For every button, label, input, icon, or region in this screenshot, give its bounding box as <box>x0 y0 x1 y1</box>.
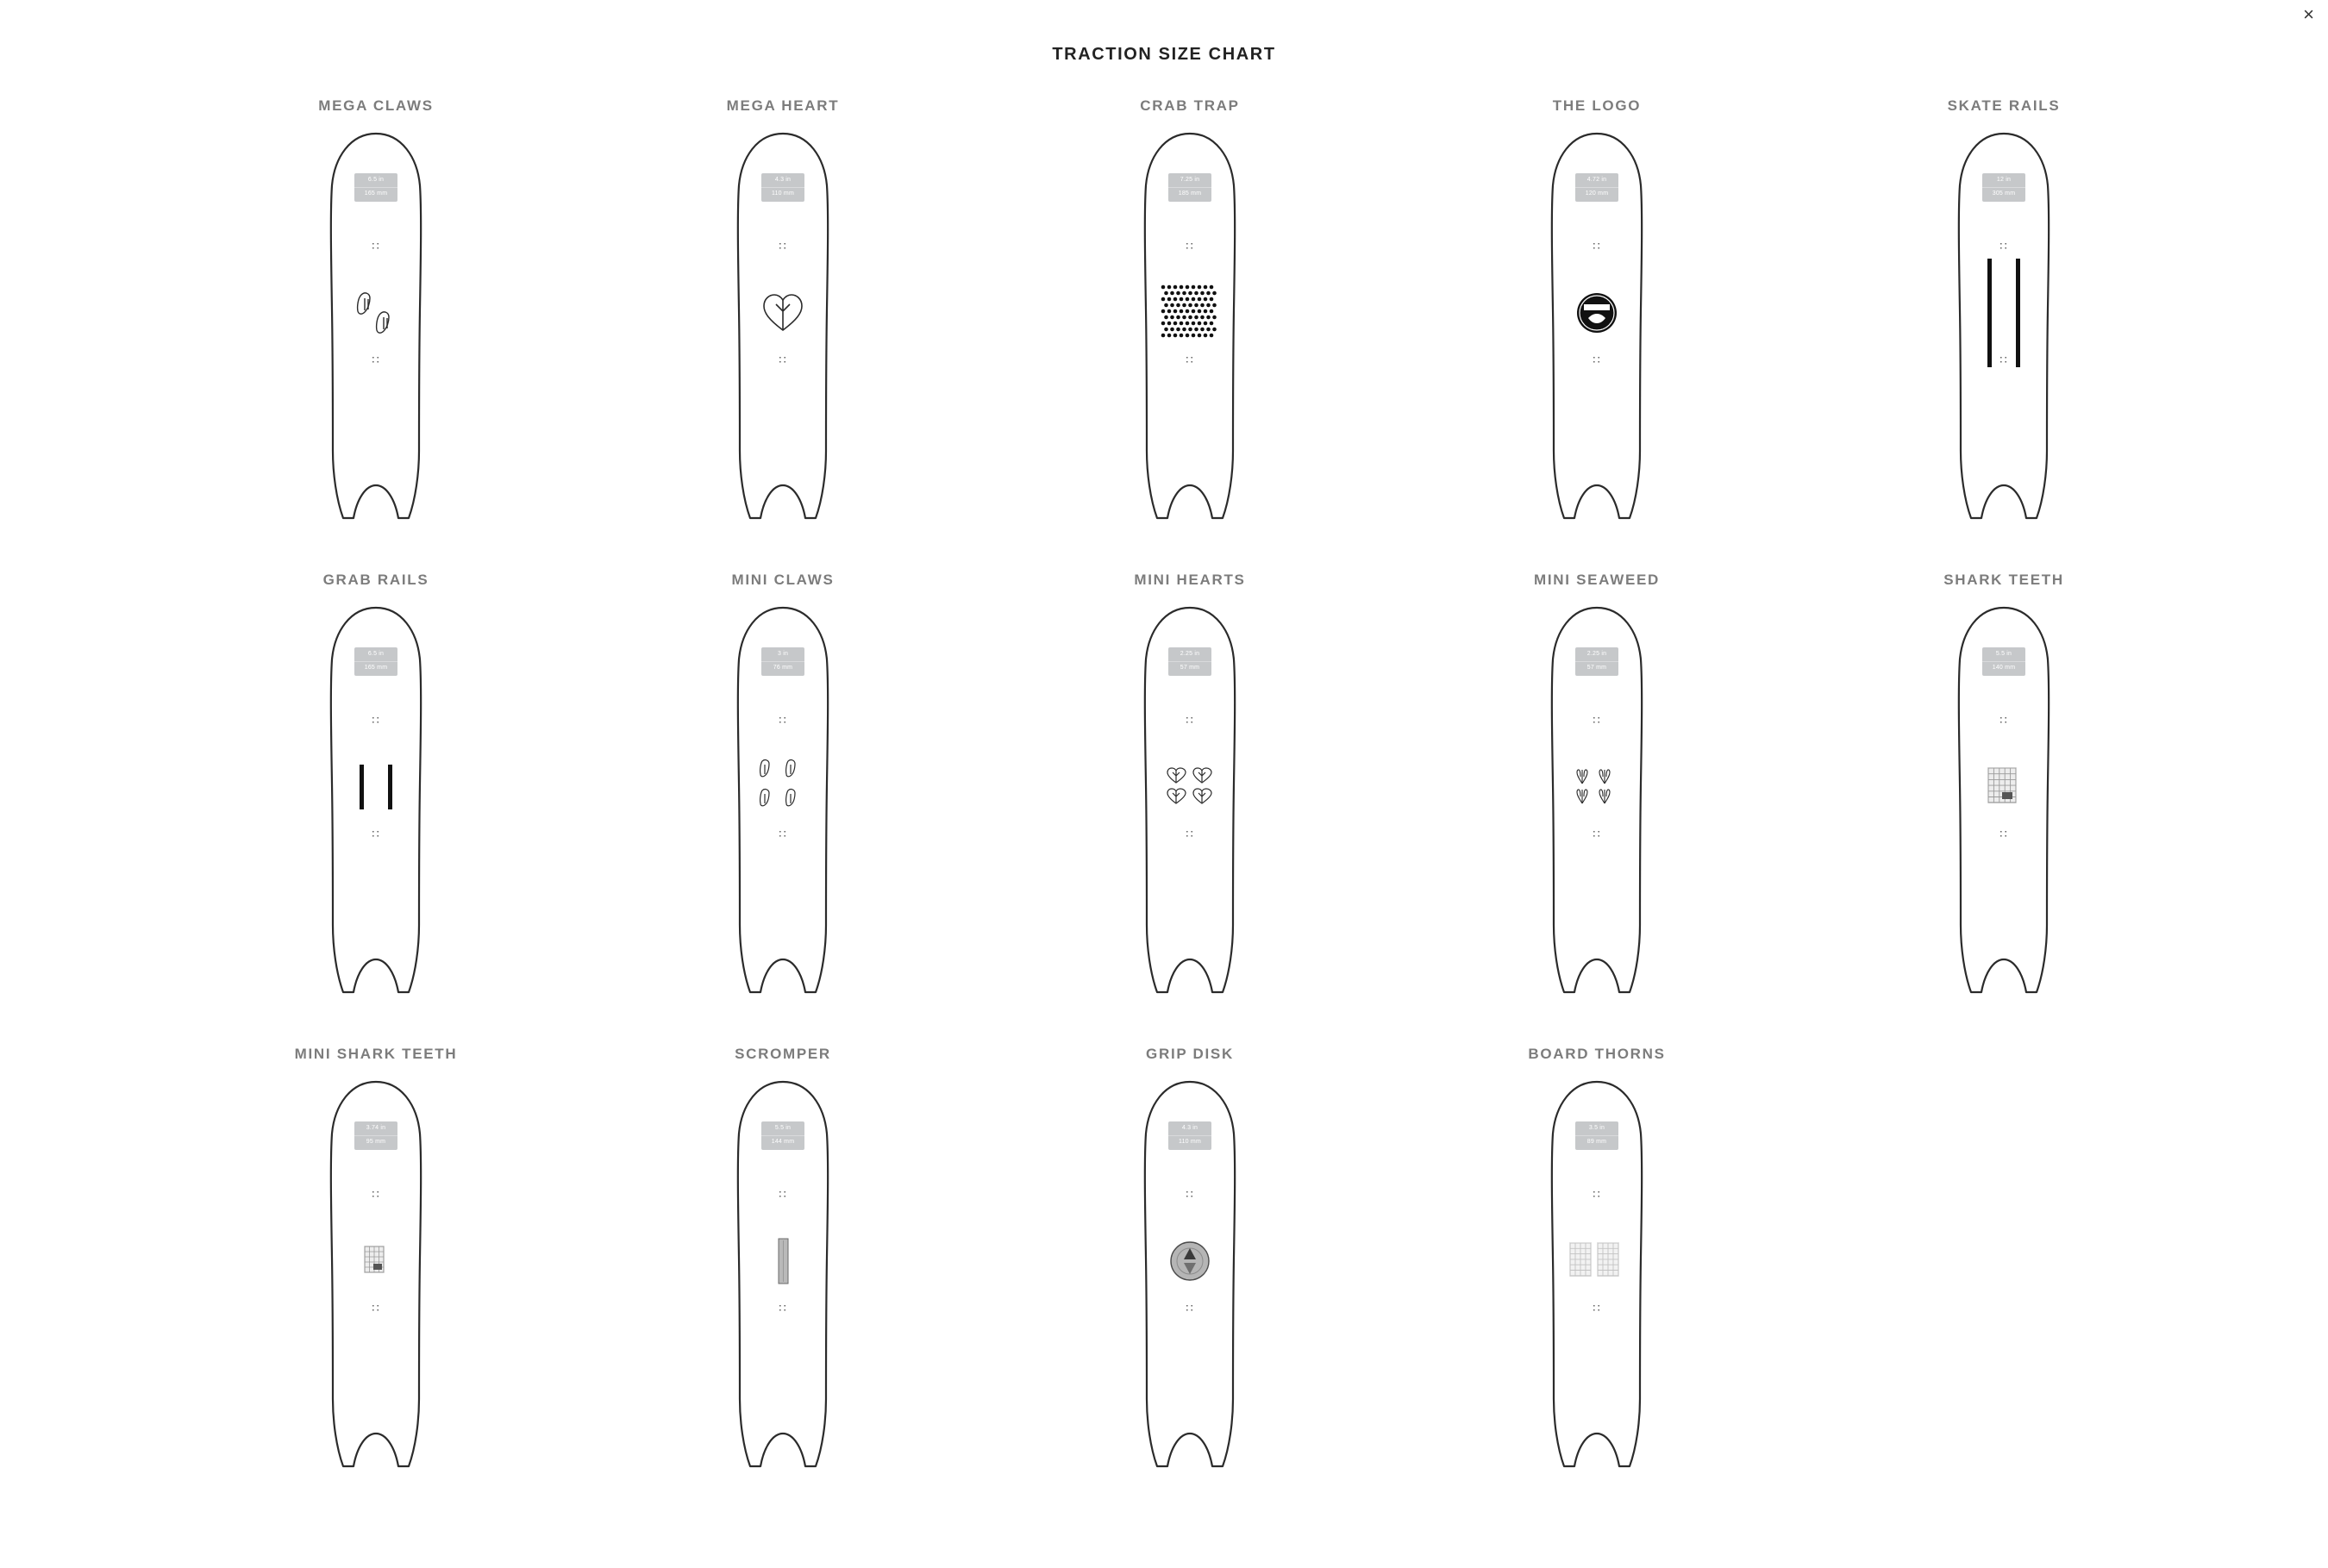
size-inches: 4.3 in <box>1181 1125 1198 1131</box>
board-name-label: BOARD THORNS <box>1528 1046 1666 1062</box>
snowboard-outline <box>1130 603 1250 999</box>
insert-dots-bottom: ∷ <box>1186 828 1194 840</box>
size-inches: 2.25 in <box>1586 651 1607 657</box>
size-millimeters: 57 mm <box>1168 661 1211 673</box>
snowboard-outline <box>723 128 843 525</box>
board-cell <box>579 539 986 1013</box>
close-icon[interactable]: × <box>2303 3 2314 25</box>
insert-dots-bottom: ∷ <box>779 1302 787 1315</box>
size-inches: 5.5 in <box>1995 651 2012 657</box>
size-inches: 4.72 in <box>1586 177 1607 183</box>
board-name-label: MINI HEARTS <box>1134 572 1246 588</box>
insert-dots-top: ∷ <box>1593 714 1601 727</box>
insert-dots-top: ∷ <box>779 714 787 727</box>
insert-dots-bottom: ∷ <box>1186 353 1194 366</box>
size-millimeters: 110 mm <box>1168 1135 1211 1147</box>
board-cell <box>986 65 1393 539</box>
board-cell <box>579 1013 986 1487</box>
snowboard-outline <box>1943 128 2064 525</box>
insert-dots-top: ∷ <box>1186 240 1194 253</box>
page-title: TRACTION SIZE CHART <box>1052 45 1276 64</box>
insert-dots-bottom: ∷ <box>779 353 787 366</box>
size-millimeters: 76 mm <box>761 661 804 673</box>
board-cell <box>986 539 1393 1013</box>
insert-dots-top: ∷ <box>1186 714 1194 727</box>
insert-dots-bottom: ∷ <box>1593 1302 1601 1315</box>
board-cell <box>172 539 579 1013</box>
snowboard-outline <box>1130 128 1250 525</box>
board-name-label: SHARK TEETH <box>1943 572 2064 588</box>
board-cell <box>1800 539 2207 1013</box>
insert-dots-top: ∷ <box>372 1188 380 1201</box>
board-name-label: SCROMPER <box>735 1046 831 1062</box>
insert-dots-bottom: ∷ <box>1999 828 2008 840</box>
board-grid <box>121 65 2207 1487</box>
board-name-label: CRAB TRAP <box>1140 97 1240 114</box>
size-inches: 4.3 in <box>774 177 792 183</box>
insert-dots-bottom: ∷ <box>779 828 787 840</box>
insert-dots-bottom: ∷ <box>372 1302 380 1315</box>
snowboard-outline <box>1130 1077 1250 1473</box>
snowboard-outline <box>1536 128 1657 525</box>
board-name-label: MINI SHARK TEETH <box>294 1046 458 1062</box>
insert-dots-top: ∷ <box>1593 1188 1601 1201</box>
board-cell <box>172 65 579 539</box>
size-inches: 2.25 in <box>1180 651 1200 657</box>
size-millimeters: 120 mm <box>1575 187 1618 199</box>
size-millimeters: 305 mm <box>1982 187 2025 199</box>
size-inches: 3 in <box>777 651 789 657</box>
board-name-label: MINI SEAWEED <box>1533 572 1661 588</box>
size-inches: 3.74 in <box>366 1125 386 1131</box>
insert-dots-bottom: ∷ <box>372 353 380 366</box>
board-cell <box>1393 539 1800 1013</box>
snowboard-outline <box>316 1077 436 1473</box>
board-cell <box>1393 65 1800 539</box>
insert-dots-bottom: ∷ <box>372 828 380 840</box>
board-cell <box>1393 1013 1800 1487</box>
board-cell <box>1800 65 2207 539</box>
board-name-label: MEGA CLAWS <box>318 97 434 114</box>
insert-dots-top: ∷ <box>1999 714 2008 727</box>
insert-dots-top: ∷ <box>1999 240 2008 253</box>
board-name-label: GRIP DISK <box>1146 1046 1234 1062</box>
board-name-label: MINI CLAWS <box>731 572 835 588</box>
size-millimeters: 165 mm <box>354 661 397 673</box>
board-name-label: MEGA HEART <box>726 97 840 114</box>
insert-dots-top: ∷ <box>372 714 380 727</box>
size-millimeters: 140 mm <box>1982 661 2025 673</box>
board-cell <box>579 65 986 539</box>
board-cell <box>986 1013 1393 1487</box>
insert-dots-bottom: ∷ <box>1593 353 1601 366</box>
size-inches: 12 in <box>1996 177 2012 183</box>
size-millimeters: 165 mm <box>354 187 397 199</box>
insert-dots-top: ∷ <box>372 240 380 253</box>
size-millimeters: 95 mm <box>354 1135 397 1147</box>
size-millimeters: 57 mm <box>1575 661 1618 673</box>
size-millimeters: 89 mm <box>1575 1135 1618 1147</box>
size-inches: 6.5 in <box>367 177 385 183</box>
insert-dots-bottom: ∷ <box>1593 828 1601 840</box>
size-inches: 3.5 in <box>1588 1125 1605 1131</box>
board-name-label: SKATE RAILS <box>1947 97 2061 114</box>
size-millimeters: 185 mm <box>1168 187 1211 199</box>
snowboard-outline <box>1536 1077 1657 1473</box>
size-inches: 7.25 in <box>1180 177 1200 183</box>
size-millimeters: 110 mm <box>761 187 804 199</box>
board-cell <box>172 1013 579 1487</box>
size-millimeters: 144 mm <box>761 1135 804 1147</box>
snowboard-outline <box>723 1077 843 1473</box>
insert-dots-top: ∷ <box>1593 240 1601 253</box>
insert-dots-bottom: ∷ <box>1186 1302 1194 1315</box>
snowboard-outline <box>316 603 436 999</box>
snowboard-outline <box>316 128 436 525</box>
insert-dots-top: ∷ <box>779 240 787 253</box>
snowboard-outline <box>1536 603 1657 999</box>
board-name-label: THE LOGO <box>1552 97 1642 114</box>
size-inches: 5.5 in <box>774 1125 792 1131</box>
size-inches: 6.5 in <box>367 651 385 657</box>
board-name-label: GRAB RAILS <box>322 572 429 588</box>
insert-dots-top: ∷ <box>1186 1188 1194 1201</box>
insert-dots-top: ∷ <box>779 1188 787 1201</box>
snowboard-outline <box>1943 603 2064 999</box>
insert-dots-bottom: ∷ <box>1999 353 2008 366</box>
snowboard-outline <box>723 603 843 999</box>
